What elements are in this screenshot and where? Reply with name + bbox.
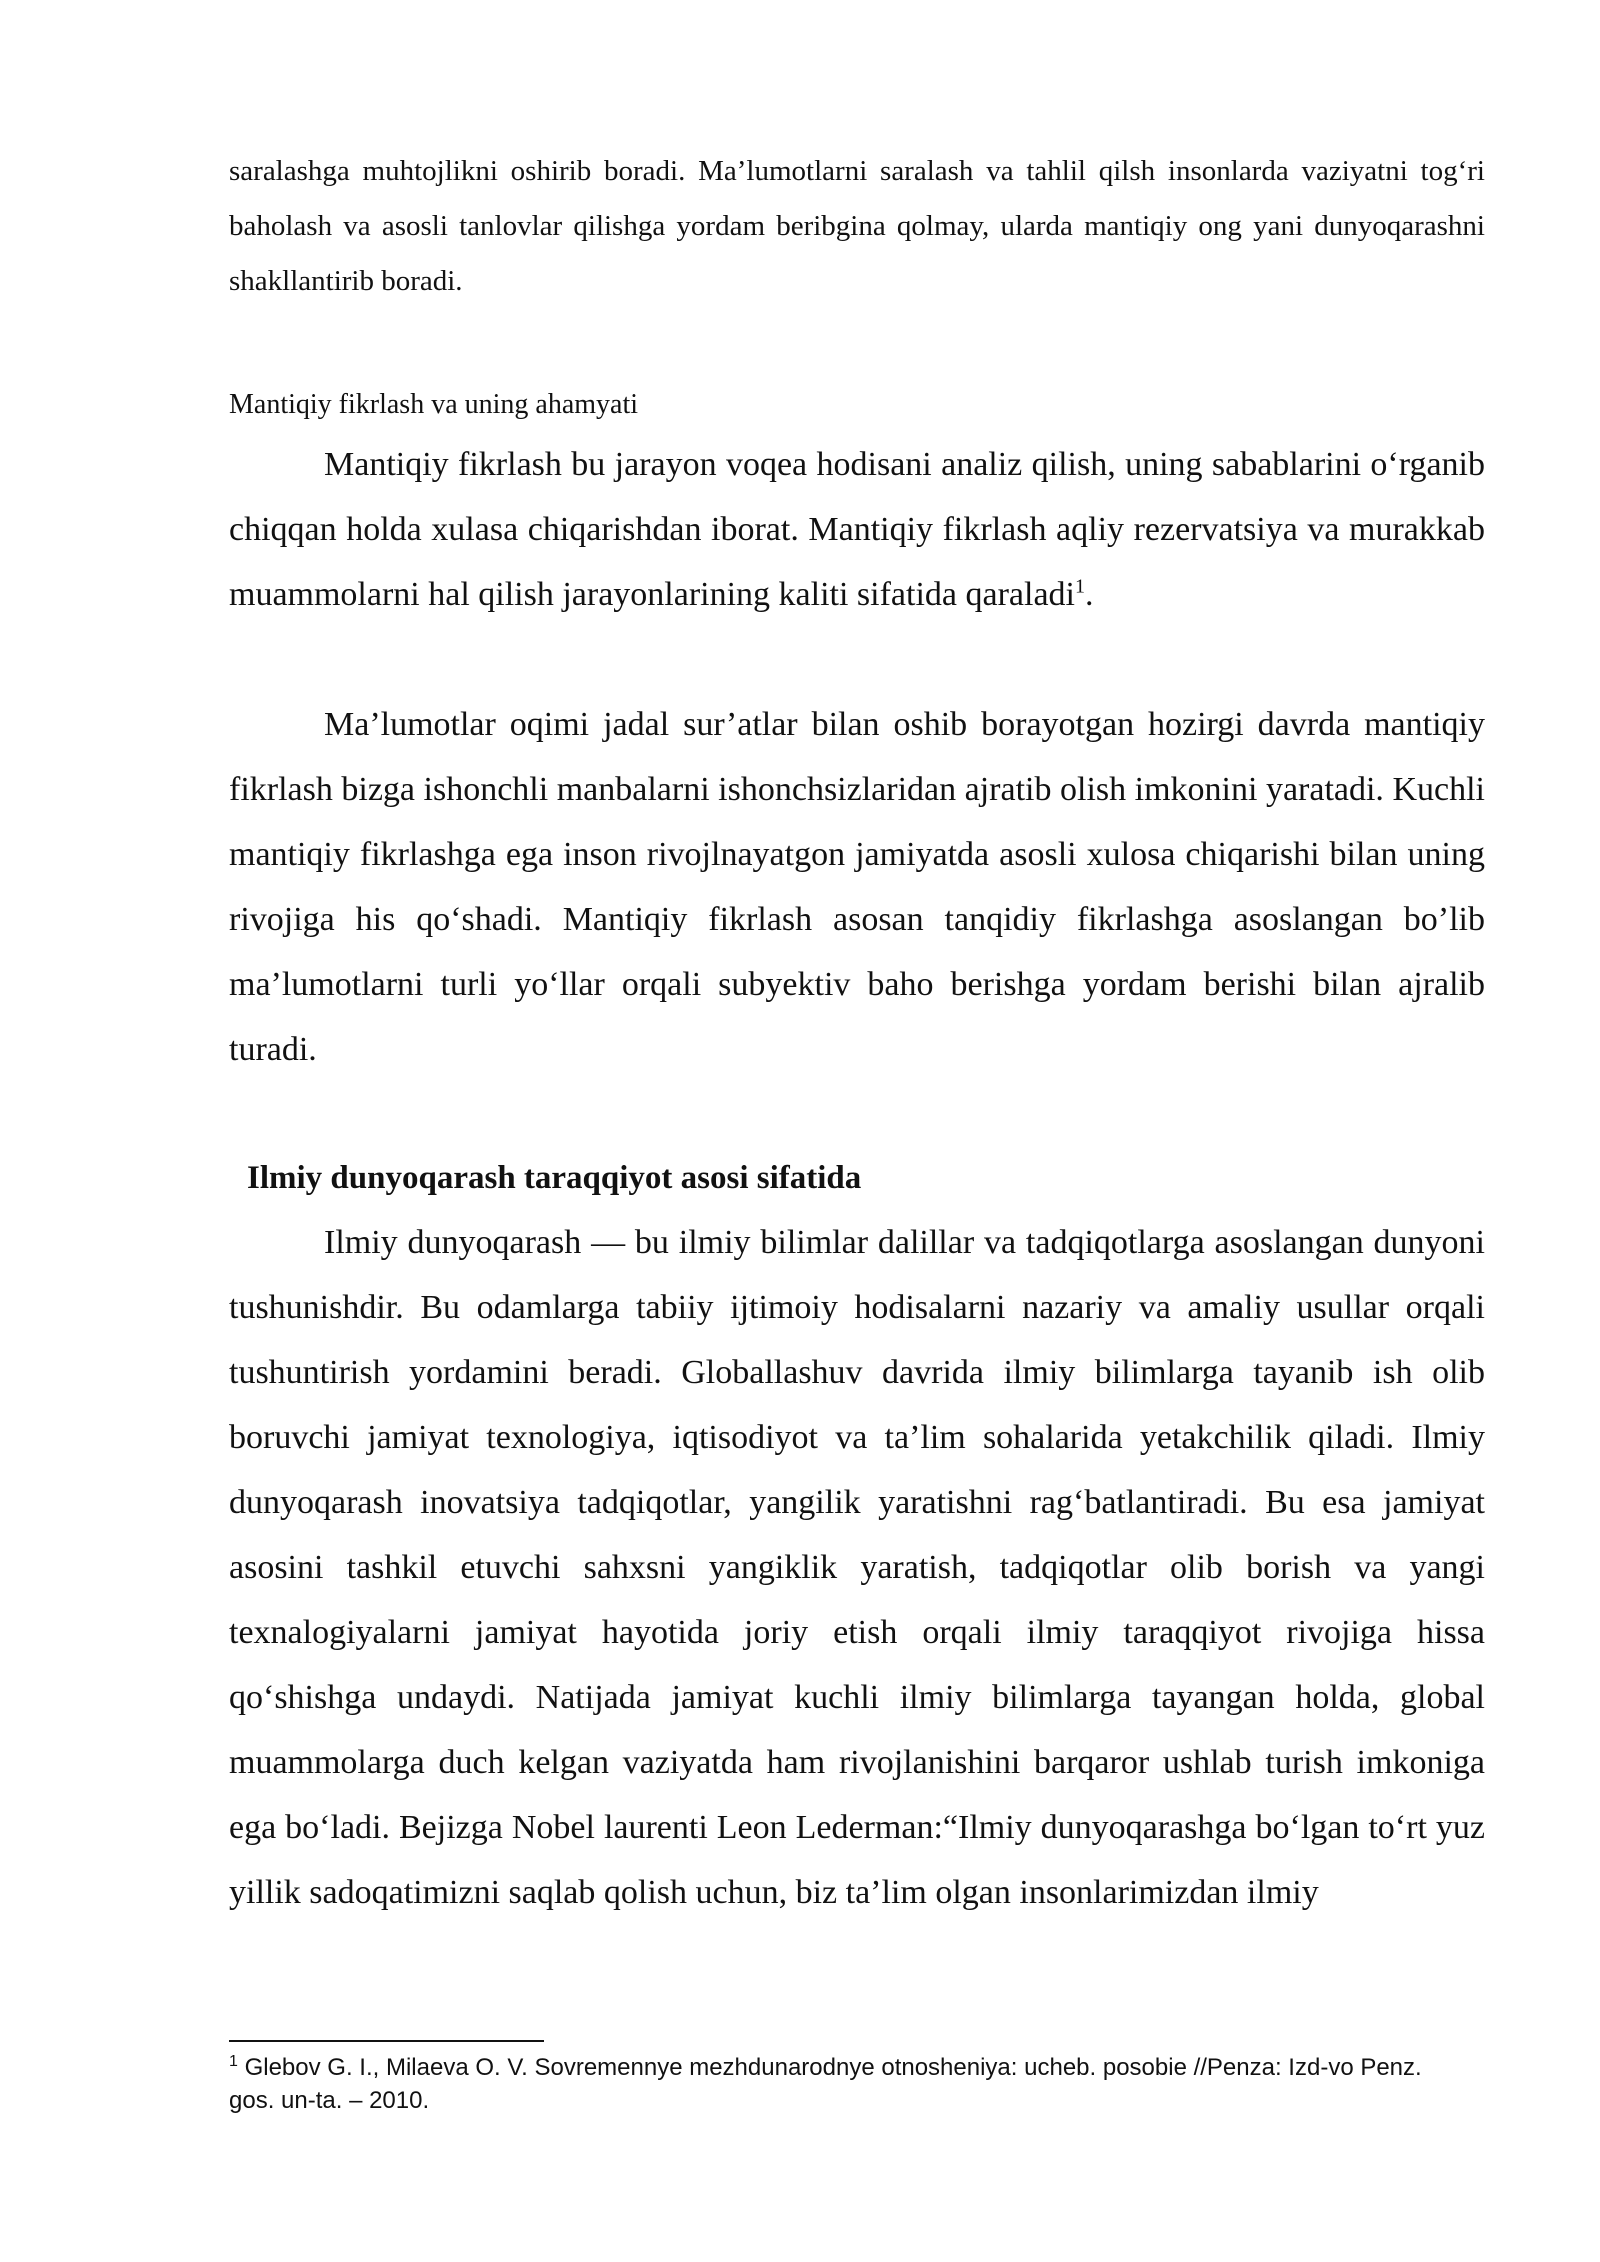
footnote-separator — [229, 2040, 544, 2042]
footnote — [229, 2051, 1469, 2117]
paragraph-text: Mantiqiy fikrlash bu jarayon voqea hodisani analiz qilish, uning sabablarini o‘rganib chiqqan holda xulasa chiqarishdan iborat. Mantiqiy fikrlash aqliy rezervatsiya va murakkab muammolarni hal qilish jarayonlarining kaliti sifatida qaraladi — [229, 446, 1485, 613]
intro-paragraph: saralashga muhtojlikni oshirib boradi. Ma’lumotlarni saralash va tahlil qilsh insonlarda vaziyatni tog‘ri baholash va asosli tanlovlar qilishga yordam beribgina qolmay, ularda mantiqiy ong yani dunyoqarashni shakllantirib boradi. — [229, 155, 1485, 297]
footnote-reference[interactable]: 1 — [1074, 575, 1085, 598]
footnote-number: 1 — [229, 2053, 238, 2070]
paragraph-scientific-worldview: Ilmiy dunyoqarash — bu ilmiy bilimlar dalillar va tadqiqotlarga asoslangan dunyoni tushunishdir. Bu odamlarga tabiiy ijtimoiy hodisalarni nazariy va amaliy usullar orqali tushuntirish yordamini beradi. Globallashuv davrida ilmiy bilimlarga tayanib ish olib boruvchi jamiyat texnologiya, iqtisodiyot va ta’lim sohalarida yetakchilik qiladi. Ilmiy dunyoqarash inovatsiya tadqiqotlar, yangilik yaratishni rag‘batlantiradi. Bu esa jamiyat asosini tashkil etuvchi sahxsni yangiklik yaratish, tadqiqotlar olib borish va yangi texnalogiyalarni jamiyat hayotida joriy etish orqali ilmiy taraqqiyot rivojiga hissa qo‘shishga undaydi. Natijada jamiyat kuchli ilmiy bilimlarga tayangan holda, global muammolarga duch kelgan vaziyatda ham rivojlanishini barqaror ushlab turish imkoniga ega bo‘ladi. Bejizga Nobel laurenti Leon Lederman:“Ilmiy dunyoqarashga bo‘lgan to‘rt yuz yillik sadoqatimizni saqlab qolish uchun, biz ta’lim olgan insonlarimizdan ilmiy — [229, 1224, 1485, 1911]
section-heading-scientific-worldview: Ilmiy dunyoqarash taraqqiyot asosi sifatida — [247, 1160, 862, 1196]
footnote-text: Glebov G. I., Milaeva O. V. Sovremennye mezhdunarodnye otnosheniya: ucheb. posobie //Penza: Izd-vo Penz. gos. un-ta. – 2010. — [229, 2054, 1422, 2114]
paragraph-logical-thinking-definition — [229, 432, 1485, 627]
section-subheading-logical-thinking: Mantiqiy fikrlash va uning ahamyati — [229, 389, 639, 420]
paragraph-logical-thinking-importance: Ma’lumotlar oqimi jadal sur’atlar bilan oshib borayotgan hozirgi davrda mantiqiy fikrlash bizga ishonchli manbalarni ishonchsizlaridan ajratib olish imkonini yaratadi. Kuchli mantiqiy fikrlashga ega inson rivojlnayatgon jamiyatda asosli xulosa chiqarishi bilan uning rivojiga his qo‘shadi. Mantiqiy fikrlash asosan tanqidiy fikrlashga asoslangan bo’lib ma’lumotlarni turli yo‘llar orqali subyektiv baho berishga yordam berishi bilan ajralib turadi. — [229, 706, 1485, 1068]
paragraph-end: . — [1084, 576, 1094, 613]
